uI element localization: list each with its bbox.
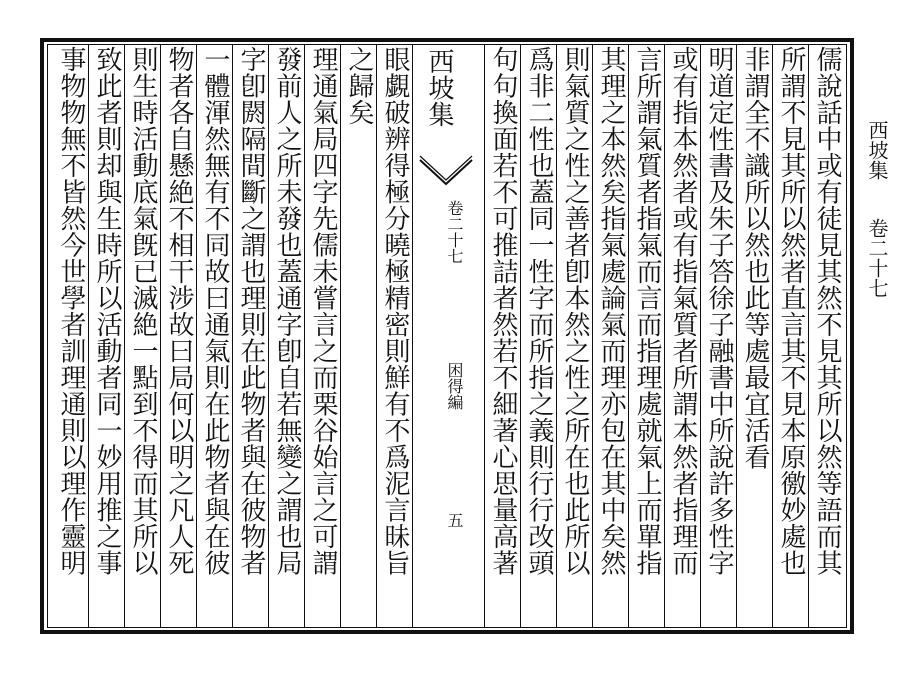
column-rule bbox=[808, 44, 809, 628]
margin-volume: 卷二十七 bbox=[865, 218, 889, 298]
text-column-l8: 則生時活動底氣旣已滅絶一點到不得而其所以 bbox=[128, 46, 158, 576]
text-column-r7: 其理之本然矣指氣處論氣而理亦包在其中矣然 bbox=[596, 46, 626, 576]
column-rule bbox=[340, 44, 341, 628]
column-rule bbox=[592, 44, 593, 628]
column-rule bbox=[628, 44, 629, 628]
column-rule bbox=[700, 44, 701, 628]
text-column-r9: 爲非二性也蓋同一性字而所指之義則行行改頭 bbox=[524, 46, 554, 576]
text-column-r6: 言所謂氣質者指氣而言而指理處就氣上而單指 bbox=[632, 46, 662, 576]
text-column-r8: 則氣質之性之善者卽本然之性之所在也此所以 bbox=[560, 46, 590, 576]
column-rule bbox=[196, 44, 197, 628]
text-column-l5: 字卽閼隔間斷之謂也理則在此物者與在彼物者 bbox=[236, 46, 266, 576]
text-column-r5: 或有指本然者或有指氣質者所謂本然者指理而 bbox=[668, 46, 698, 576]
column-rule bbox=[304, 44, 305, 628]
center-volume: 卷二十七 bbox=[445, 200, 464, 264]
text-column-r10: 句句換面若不可推詰者然若不細著心思量高著 bbox=[488, 46, 518, 576]
column-rule bbox=[736, 44, 737, 628]
column-rule bbox=[124, 44, 125, 628]
text-column-l7: 物者各自懸絶不相干涉故曰局何以明之凡人死 bbox=[164, 46, 194, 576]
column-rule bbox=[772, 44, 773, 628]
text-column-r2: 所謂不見其所以然者直言其不見本原徼妙處也 bbox=[776, 46, 806, 576]
column-rule bbox=[664, 44, 665, 628]
center-page-number: 五 bbox=[445, 512, 464, 528]
column-rule bbox=[484, 44, 485, 628]
column-rule bbox=[268, 44, 269, 628]
column-rule bbox=[556, 44, 557, 628]
fish-tail-mark-icon bbox=[418, 154, 474, 194]
text-column-l4: 發前人之所未發也蓋通字卽自若無變之謂也局 bbox=[272, 46, 302, 576]
column-rule bbox=[88, 44, 89, 628]
text-column-l3: 理通氣局四字先儒未嘗言之而栗谷始言之可謂 bbox=[308, 46, 338, 576]
text-column-l2: 之歸矣 bbox=[344, 46, 374, 126]
text-column-r4: 明道定性書及朱子答徐子融書中所說許多性字 bbox=[704, 46, 734, 576]
column-rule bbox=[412, 44, 413, 628]
center-section: 困得編 bbox=[445, 362, 464, 410]
text-column-r1: 儒說話中或有徒見其然不見其所以然等語而其 bbox=[812, 46, 842, 576]
text-column-l6: 一體渾然無有不同故曰通氣則在此物者與在彼 bbox=[200, 46, 230, 576]
text-column-l10: 事物物無不皆然今世學者訓理通則以理作靈明 bbox=[56, 46, 86, 576]
text-column-l1: 眼覷破辨得極分曉極精密則鮮有不爲泥言昧旨 bbox=[380, 46, 410, 576]
column-rule bbox=[232, 44, 233, 628]
column-rule bbox=[160, 44, 161, 628]
text-column-r3: 非謂全不識所以然也此等處最宜活看 bbox=[740, 46, 770, 470]
margin-book-title: 西坡集 bbox=[865, 120, 889, 180]
column-rule bbox=[376, 44, 377, 628]
center-book-title: 西坡集 bbox=[424, 48, 454, 128]
column-rule bbox=[520, 44, 521, 628]
text-column-l9: 致此者則却與生時所以活動者同一妙用推之事 bbox=[92, 46, 122, 576]
